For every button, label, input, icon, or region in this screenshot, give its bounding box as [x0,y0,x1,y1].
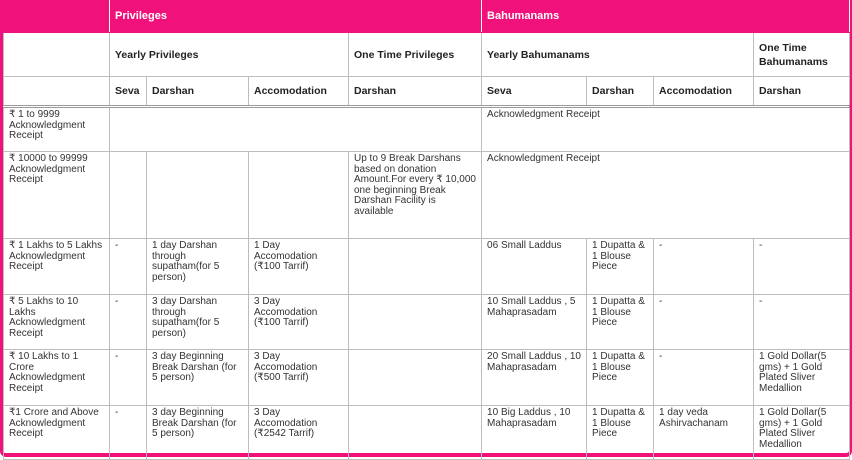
header-one-time-bahumanams: One Time Bahumanams [754,33,850,77]
one-time-darshan-cell: Up to 9 Break Darshans based on donation Amount.For every ₹ 10,000 one beginning Break Darshan Facility is available [349,152,482,239]
b-one-time-cell: 1 Gold Dollar(5 gms) + 1 Gold Plated Sliver Medallion [754,406,850,460]
header-b-ot-darshan: Darshan [754,77,850,107]
bahumanam-merged-cell: Acknowledgment Receipt [482,152,850,239]
header-yearly-privileges: Yearly Privileges [110,33,349,77]
b-one-time-cell: - [754,239,850,295]
header-bahumanams: Bahumanams [482,1,850,33]
slab-cell: ₹ 10000 to 99999 Acknowledgment Receipt [4,152,110,239]
header-b-seva: Seva [482,77,587,107]
b-accomodation-cell: - [654,350,754,406]
one-time-darshan-cell [349,295,482,350]
slab-cell: ₹ 10 Lakhs to 1 Crore Acknowledgment Receipt [4,350,110,406]
slab-cell: ₹1 Crore and Above Acknowledgment Receipt [4,406,110,460]
b-darshan-cell: 1 Dupatta & 1 Blouse Piece [587,406,654,460]
header-darshan: Darshan [147,77,249,107]
b-accomodation-cell: 1 day veda Ashirvachanam [654,406,754,460]
table-row [4,295,850,350]
header-blank-3 [4,77,110,107]
darshan-cell: 3 day Beginning Break Darshan (for 5 person) [147,350,249,406]
table-row [4,350,850,406]
b-accomodation-cell: - [654,239,754,295]
b-one-time-cell: 1 Gold Dollar(5 gms) + 1 Gold Plated Sliver Medallion [754,350,850,406]
accomodation-cell: 3 Day Accomodation (₹100 Tarrif) [249,295,349,350]
header-blank-2 [4,33,110,77]
header-yearly-bahumanams: Yearly Bahumanams [482,33,754,77]
b-darshan-cell: 1 Dupatta & 1 Blouse Piece [587,239,654,295]
table-row [4,406,850,460]
darshan-cell: 3 day Beginning Break Darshan (for 5 person) [147,406,249,460]
seva-cell: - [110,350,147,406]
table-row [4,239,850,295]
b-seva-cell: 10 Big Laddus , 10 Mahaprasadam [482,406,587,460]
header-b-accomodation: Accomodation [654,77,754,107]
one-time-darshan-cell [349,239,482,295]
header-one-time-privileges: One Time Privileges [349,33,482,77]
header-accomodation: Accomodation [249,77,349,107]
privileges-bahumanams-table [3,0,850,460]
slab-cell: ₹ 1 Lakhs to 5 Lakhs Acknowledgment Receipt [4,239,110,295]
slab-cell: ₹ 1 to 9999 Acknowledgment Receipt [4,107,110,152]
header-b-darshan: Darshan [587,77,654,107]
b-darshan-cell: 1 Dupatta & 1 Blouse Piece [587,295,654,350]
seva-cell: - [110,295,147,350]
one-time-darshan-cell [349,350,482,406]
b-seva-cell: 10 Small Laddus , 5 Mahaprasadam [482,295,587,350]
one-time-darshan-cell [349,406,482,460]
darshan-cell: 1 day Darshan through supatham(for 5 person) [147,239,249,295]
slab-cell: ₹ 5 Lakhs to 10 Lakhs Acknowledgment Receipt [4,295,110,350]
accomodation-cell [249,152,349,239]
header-seva: Seva [110,77,147,107]
header-row-groups [4,1,850,33]
darshan-cell: 3 day Darshan through supatham(for 5 person) [147,295,249,350]
accomodation-cell: 1 Day Accomodation (₹100 Tarrif) [249,239,349,295]
darshan-cell [147,152,249,239]
header-row-columns [4,77,850,107]
header-blank [4,1,110,33]
b-darshan-cell: 1 Dupatta & 1 Blouse Piece [587,350,654,406]
b-one-time-cell: - [754,295,850,350]
b-seva-cell: 06 Small Laddus [482,239,587,295]
table-row [4,107,850,152]
b-accomodation-cell: - [654,295,754,350]
accomodation-cell: 3 Day Accomodation (₹500 Tarrif) [249,350,349,406]
header-ot-darshan: Darshan [349,77,482,107]
accomodation-cell: 3 Day Accomodation (₹2542 Tarrif) [249,406,349,460]
seva-cell [110,152,147,239]
bahumanam-merged-cell: Acknowledgment Receipt [482,107,850,152]
seva-cell: - [110,406,147,460]
privileges-empty-cell [110,107,482,152]
seva-cell: - [110,239,147,295]
table-row [4,152,850,239]
header-privileges: Privileges [110,1,482,33]
b-seva-cell: 20 Small Laddus , 10 Mahaprasadam [482,350,587,406]
header-row-types [4,33,850,77]
